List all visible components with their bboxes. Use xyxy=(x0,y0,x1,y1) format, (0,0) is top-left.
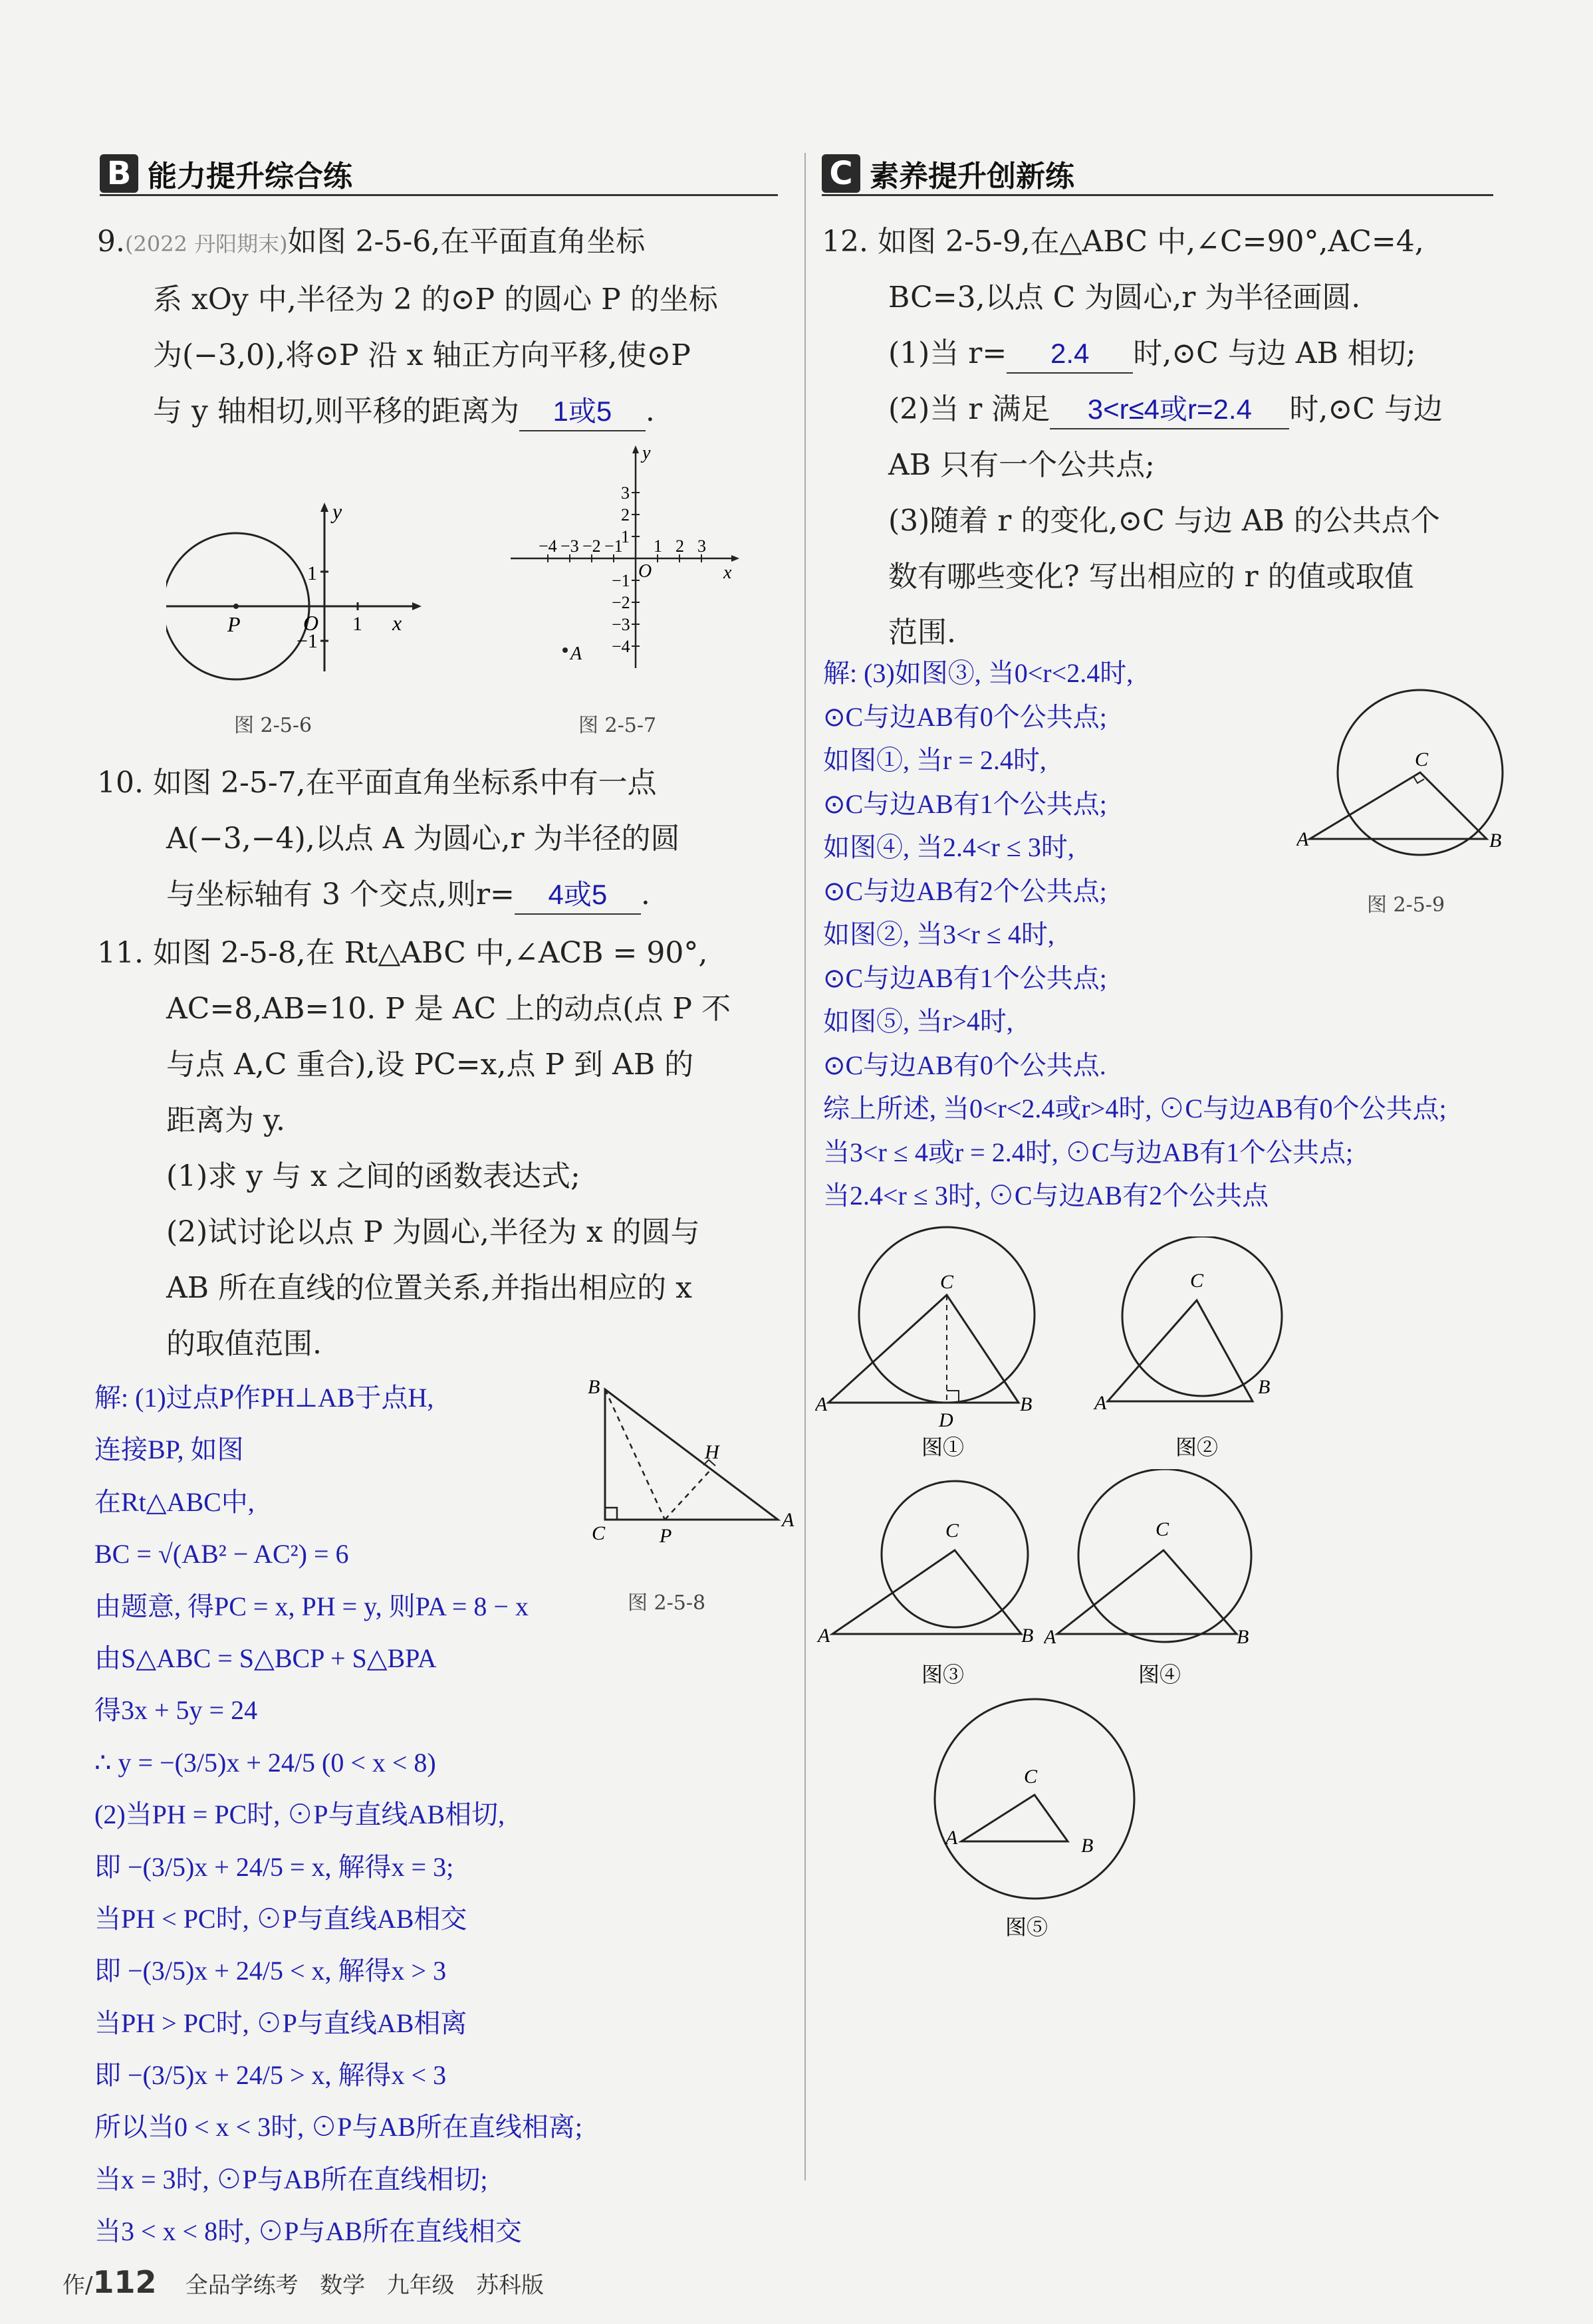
x-tick-label: −2 xyxy=(582,536,601,556)
y-tick-label: −3 xyxy=(612,615,630,634)
solution-12 xyxy=(823,651,1447,1218)
q9-line4b: . xyxy=(645,394,655,428)
label-one-x: 1 xyxy=(352,613,362,635)
q9-number: 9. xyxy=(97,225,125,259)
triangle-abc xyxy=(1057,1550,1237,1634)
triangle-abc xyxy=(961,1795,1068,1841)
figure-5 xyxy=(931,1695,1150,1941)
caption-2-5-8: 图 2-5-8 xyxy=(628,1591,706,1615)
question-12 xyxy=(822,214,1513,661)
x-tick-label: −3 xyxy=(560,536,579,556)
triangle-abc xyxy=(828,1295,1019,1403)
section-b-header xyxy=(100,150,352,197)
page-number: 112 xyxy=(92,2264,157,2300)
label-a: A xyxy=(818,1625,830,1647)
q10-line2: A(−3,−4),以点 A 为圆心,r 为半径的圆 xyxy=(166,822,680,856)
label-a: A xyxy=(815,1393,828,1415)
caption: 图③ xyxy=(921,1663,965,1686)
label-one-y: 1 xyxy=(307,562,317,584)
q10-number: 10. xyxy=(97,766,144,800)
label-neg1: −1 xyxy=(297,630,318,652)
solution-line: 当PH > PC时, ⊙P与直线AB相离 xyxy=(94,2008,467,2038)
label-c: C xyxy=(1024,1766,1038,1788)
circle-c xyxy=(1078,1469,1251,1642)
circle-c xyxy=(1122,1236,1282,1396)
footer-subject: 数学 xyxy=(320,2272,366,2299)
caption-2-5-6: 图 2-5-6 xyxy=(234,714,312,737)
label-a: A xyxy=(1296,828,1309,850)
page-footer xyxy=(62,2264,544,2300)
label-x: x xyxy=(723,562,732,583)
q12-line1: 如图 2-5-9,在△ABC 中,∠C=90°,AC=4, xyxy=(877,225,1424,259)
solution-line: (2)当PH = PC时, ⊙P与直线AB相切, xyxy=(94,1800,505,1830)
solution-line: ⊙C与边AB有0个公共点. xyxy=(823,1050,1106,1080)
label-x: x xyxy=(392,611,402,635)
y-axis-arrow xyxy=(320,503,328,512)
label-b: B xyxy=(1021,1625,1034,1647)
figure-2-5-8 xyxy=(578,1369,804,1556)
x-tick-label: 2 xyxy=(675,536,684,556)
y-tick-label: −1 xyxy=(612,571,630,590)
q11-number: 11. xyxy=(97,936,144,970)
q11-line1: 如图 2-5-8,在 Rt△ABC 中,∠ACB = 90°, xyxy=(152,936,708,970)
q10-line3b: . xyxy=(640,877,650,911)
solution-line: BC = √(AB² − AC²) = 6 xyxy=(94,1539,349,1569)
label-a: A xyxy=(782,1509,795,1531)
q12-number: 12. xyxy=(822,225,868,259)
q9-answer: 1或5 xyxy=(519,393,646,431)
figure-1 xyxy=(815,1223,1041,1469)
footer-edition: 苏科版 xyxy=(476,2272,545,2299)
footer-book: 全品学练考 xyxy=(185,2272,299,2299)
x-tick-label: −1 xyxy=(604,536,623,556)
q10-answer: 4或5 xyxy=(515,876,641,915)
triangle-abc xyxy=(605,1389,778,1520)
label-c: C xyxy=(592,1522,606,1544)
question-10 xyxy=(97,755,795,923)
solution-line: 如图②, 当3<r ≤ 4时, xyxy=(823,919,1054,949)
q9-source: (2022 丹阳期末) xyxy=(124,231,288,257)
section-c-badge: C xyxy=(822,154,860,193)
q11-line6: (2)试讨论以点 P 为圆心,半径为 x 的圆与 xyxy=(166,1215,700,1249)
caption: 图② xyxy=(1175,1435,1219,1459)
circle-c xyxy=(882,1481,1028,1627)
x-axis-arrow xyxy=(412,602,422,610)
question-11 xyxy=(97,925,795,1372)
solution-11 xyxy=(94,1372,582,2258)
label-a: A xyxy=(1094,1392,1107,1414)
q9-line1: 如图 2-5-6,在平面直角坐标 xyxy=(287,225,646,259)
caption-2-5-7: 图 2-5-7 xyxy=(578,714,657,737)
y-tick-label: −4 xyxy=(612,637,630,656)
q11-line4: 距离为 y. xyxy=(166,1104,285,1137)
figure-2-5-7 xyxy=(505,439,745,691)
q9-line2: 系 xOy 中,半径为 2 的⊙P 的圆心 P 的坐标 xyxy=(153,283,718,316)
label-b: B xyxy=(1258,1376,1271,1398)
label-c: C xyxy=(940,1271,954,1293)
q12-p2c: AB 只有一个公共点; xyxy=(888,448,1155,482)
column-divider xyxy=(804,153,806,2180)
solution-line: 即 −(3/5)x + 24/5 = x, 解得x = 3; xyxy=(94,1851,454,1882)
y-axis-arrow xyxy=(632,445,639,453)
q11-line2: AC=8,AB=10. P 是 AC 上的动点(点 P 不 xyxy=(166,992,731,1026)
solution-line: 当x = 3时, ⊙P与AB所在直线相切; xyxy=(94,2164,488,2194)
q11-line8: 的取值范围. xyxy=(166,1327,322,1361)
label-b: B xyxy=(1489,830,1502,852)
figure-2-5-6 xyxy=(166,492,432,691)
q12-p3b: 数有哪些变化? 写出相应的 r 的值或取值 xyxy=(888,560,1414,594)
solution-line: 得3x + 5y = 24 xyxy=(94,1695,258,1726)
figure-2 xyxy=(1090,1236,1310,1469)
q9-line3: 为(−3,0),将⊙P 沿 x 轴正方向平移,使⊙P xyxy=(153,338,691,372)
x-tick-label: −4 xyxy=(539,536,557,556)
label-b: B xyxy=(588,1376,600,1398)
q11-line7: AB 所在直线的位置关系,并指出相应的 x xyxy=(166,1271,692,1305)
section-c-header xyxy=(822,150,1074,197)
point-a xyxy=(562,647,568,653)
solution-line: 所以当0 < x < 3时, ⊙P与AB所在直线相离; xyxy=(94,2112,583,2143)
section-c-rule xyxy=(822,194,1493,196)
label-b: B xyxy=(1237,1626,1249,1648)
q12-p2a: (2)当 r 满足 xyxy=(888,392,1050,426)
q12-p1a: (1)当 r= xyxy=(888,336,1007,370)
solution-line: 即 −(3/5)x + 24/5 > x, 解得x < 3 xyxy=(94,2060,447,2091)
solution-line: 由题意, 得PC = x, PH = y, 则PA = 8 − x xyxy=(94,1591,529,1621)
caption: 图① xyxy=(921,1435,965,1459)
q12-answer1: 2.4 xyxy=(1007,335,1133,374)
caption: 图④ xyxy=(1138,1663,1181,1686)
q12-p3c: 范围. xyxy=(888,616,956,649)
label-y: y xyxy=(642,443,651,463)
solution-line: 综上所述, 当0<r<2.4或r>4时, ⊙C与边AB有0个公共点; xyxy=(823,1094,1447,1123)
label-c: C xyxy=(1190,1270,1204,1292)
y-tick-label: 3 xyxy=(621,483,630,503)
tick-group xyxy=(539,483,706,656)
footer-grade: 九年级 xyxy=(386,2272,455,2299)
caption-2-5-9: 图 2-5-9 xyxy=(1367,893,1445,917)
x-tick-label: 3 xyxy=(697,536,706,556)
center-p xyxy=(233,604,239,609)
label-c: C xyxy=(945,1520,959,1542)
label-a: A xyxy=(570,643,582,664)
solution-line: 解: (1)过点P作PH⊥AB于点H, xyxy=(94,1383,434,1413)
figure-4 xyxy=(1044,1469,1263,1702)
solution-line: 如图④, 当2.4<r ≤ 3时, xyxy=(823,832,1074,862)
right-angle-c xyxy=(605,1508,617,1520)
solution-line: 当3<r ≤ 4或r = 2.4时, ⊙C与边AB有1个公共点; xyxy=(823,1137,1354,1167)
y-tick-label: 1 xyxy=(621,527,630,546)
x-axis-arrow xyxy=(731,555,739,562)
section-b-title: 能力提升综合练 xyxy=(148,160,352,193)
solution-line: 连接BP, 如图 xyxy=(94,1435,244,1465)
solution-line: 在Rt△ABC中, xyxy=(94,1486,255,1517)
segment-ph xyxy=(665,1470,710,1520)
footer-prefix: 作/ xyxy=(62,2272,93,2299)
y-tick-label: −2 xyxy=(612,593,630,612)
label-o: O xyxy=(638,561,652,582)
label-p: P xyxy=(227,612,241,636)
q12-p2b: 时,⊙C 与边 xyxy=(1289,392,1443,426)
y-tick-label: 2 xyxy=(621,505,630,524)
solution-line: ⊙C与边AB有0个公共点; xyxy=(823,701,1107,732)
solution-line: 当2.4<r ≤ 3时, ⊙C与边AB有2个公共点 xyxy=(823,1181,1269,1211)
solution-line: ⊙C与边AB有1个公共点; xyxy=(823,788,1107,819)
label-c: C xyxy=(1156,1518,1169,1540)
label-o: O xyxy=(303,611,319,635)
q12-line2: BC=3,以点 C 为圆心,r 为半径画圆. xyxy=(888,281,1361,314)
q12-answer2: 3<r≤4或r=2.4 xyxy=(1050,391,1289,429)
label-a: A xyxy=(945,1827,958,1849)
q10-line1: 如图 2-5-7,在平面直角坐标系中有一点 xyxy=(152,766,657,800)
label-b: B xyxy=(1020,1393,1033,1415)
label-c: C xyxy=(1415,749,1429,770)
q12-p1b: 时,⊙C 与边 AB 相切; xyxy=(1133,336,1416,370)
label-h: H xyxy=(705,1441,719,1463)
solution-line: 如图⑤, 当r>4时, xyxy=(823,1006,1013,1036)
right-angle-d xyxy=(947,1391,959,1403)
segment-bp xyxy=(605,1389,665,1520)
solution-line: 即 −(3/5)x + 24/5 < x, 解得x > 3 xyxy=(94,1956,447,1986)
solution-line: 由S△ABC = S△BCP + S△BPA xyxy=(94,1643,437,1673)
figure-3 xyxy=(815,1476,1054,1702)
section-c-title: 素养提升创新练 xyxy=(870,160,1074,193)
solution-line: ⊙C与边AB有1个公共点; xyxy=(823,963,1107,993)
q9-line4a: 与 y 轴相切,则平移的距离为 xyxy=(153,394,519,428)
solution-line: ⊙C与边AB有2个公共点; xyxy=(823,875,1107,906)
q10-line3a: 与坐标轴有 3 个交点,则r= xyxy=(166,877,515,911)
label-p: P xyxy=(660,1525,672,1547)
section-b-rule xyxy=(100,194,778,196)
x-tick-label: 1 xyxy=(654,536,662,556)
q11-line5: (1)求 y 与 x 之间的函数表达式; xyxy=(166,1159,580,1193)
solution-line: 当PH < PC时, ⊙P与直线AB相交 xyxy=(94,1903,467,1934)
label-a: A xyxy=(1044,1626,1056,1648)
caption: 图⑤ xyxy=(1005,1915,1048,1939)
circle-c xyxy=(935,1699,1134,1899)
solution-line: 当3 < x < 8时, ⊙P与AB所在直线相交 xyxy=(94,2216,522,2247)
q11-line3: 与点 A,C 重合),设 PC=x,点 P 到 AB 的 xyxy=(166,1048,694,1082)
label-b: B xyxy=(1081,1835,1094,1857)
solution-line: 解: (3)如图③, 当0<r<2.4时, xyxy=(823,658,1134,688)
q12-p3a: (3)随着 r 的变化,⊙C 与边 AB 的公共点个 xyxy=(888,504,1440,538)
question-9 xyxy=(97,214,795,439)
solution-line: 如图①, 当r = 2.4时, xyxy=(823,745,1046,775)
label-y: y xyxy=(332,499,342,523)
label-d: D xyxy=(939,1409,953,1431)
solution-line: ∴ y = −(3/5)x + 24/5 (0 < x < 8) xyxy=(94,1747,436,1778)
section-b-badge: B xyxy=(100,154,138,193)
